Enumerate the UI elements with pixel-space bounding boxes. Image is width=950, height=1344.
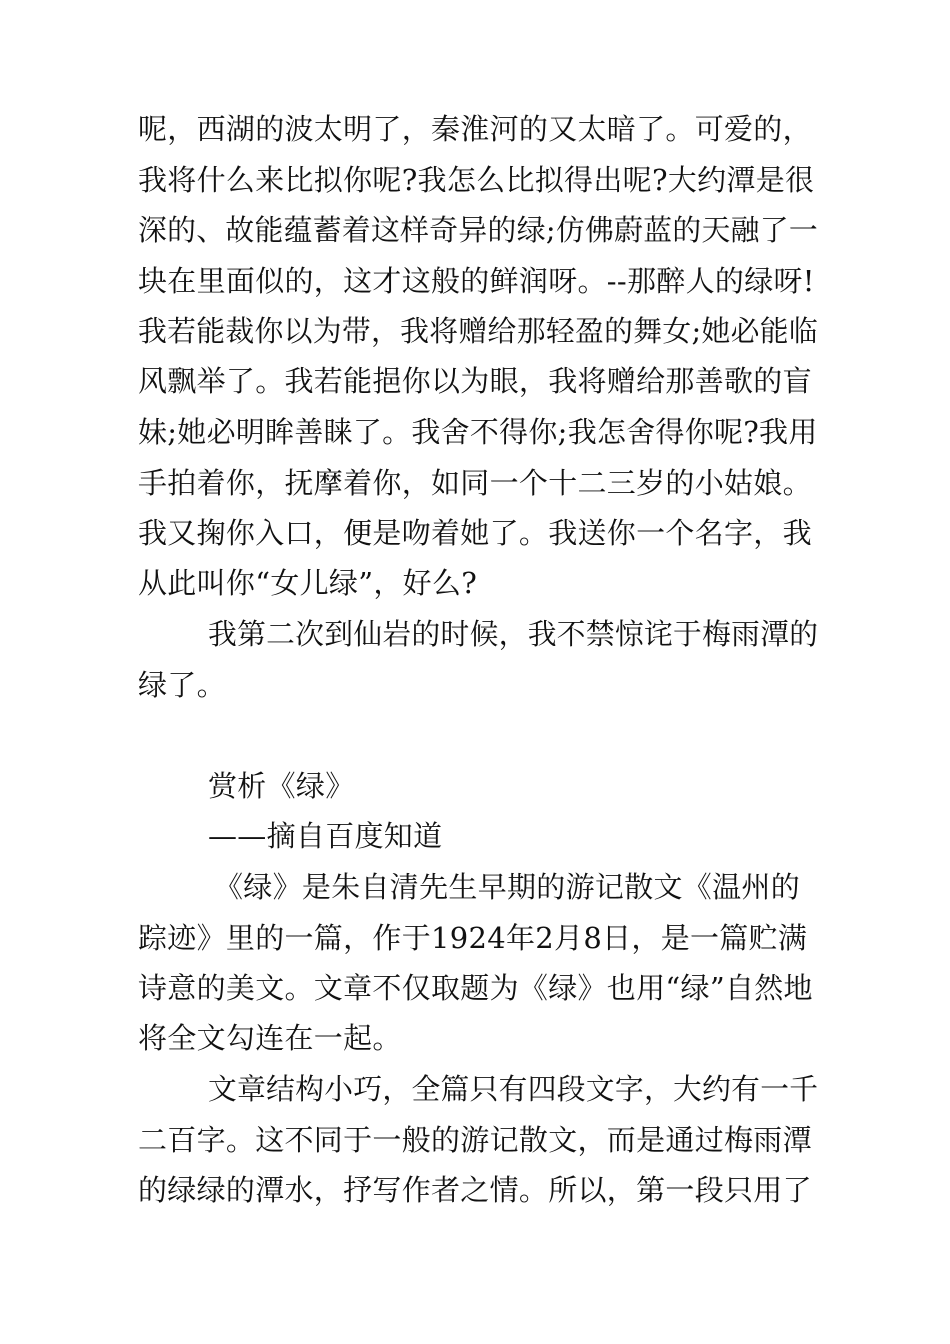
- text-line: 妹;她必明眸善睐了。我舍不得你;我怎舍得你呢?我用: [138, 415, 818, 449]
- text-line: 从此叫你“女儿绿”，好么?: [138, 566, 478, 600]
- text-line: 手拍着你，抚摩着你，如同一个十二三岁的小姑娘。: [138, 466, 812, 500]
- section-title: 赏析《绿》: [208, 769, 355, 803]
- text-line: 我将什么来比拟你呢?我怎么比拟得出呢?大约潭是很: [138, 163, 815, 197]
- source-note: ——摘自百度知道: [208, 819, 443, 853]
- text-line: 我又掬你入口，便是吻着她了。我送你一个名字，我: [138, 516, 812, 550]
- text-line: 块在里面似的，这才这般的鲜润呀。--那醉人的绿呀!: [138, 264, 815, 298]
- text-line: 呢，西湖的波太明了，秦淮河的又太暗了。可爱的，: [138, 112, 812, 146]
- text-line: 绿了。: [138, 668, 226, 702]
- text-line: 《绿》是朱自清先生早期的游记散文《温州的: [214, 870, 801, 904]
- text-line: 我若能裁你以为带，我将赠给那轻盈的舞女;她必能临: [138, 314, 819, 348]
- text-line: 的绿绿的潭水，抒写作者之情。所以，第一段只用了: [138, 1173, 812, 1207]
- text-line: 二百字。这不同于一般的游记散文，而是通过梅雨潭: [138, 1123, 812, 1157]
- text-line: 我第二次到仙岩的时候，我不禁惊诧于梅雨潭的: [208, 617, 819, 651]
- text-line: 深的、故能蕴蓄着这样奇异的绿;仿佛蔚蓝的天融了一: [138, 213, 819, 247]
- text-line: 诗意的美文。文章不仅取题为《绿》也用“绿”自然地: [138, 971, 813, 1005]
- text-line: 将全文勾连在一起。: [138, 1021, 402, 1055]
- text-line: 风飘举了。我若能挹你以为眼，我将赠给那善歌的盲: [138, 364, 812, 398]
- text-line: 踪迹》里的一篇，作于1924年2月8日，是一篇贮满: [138, 921, 808, 955]
- text-line: 文章结构小巧，全篇只有四段文字，大约有一千: [208, 1072, 819, 1106]
